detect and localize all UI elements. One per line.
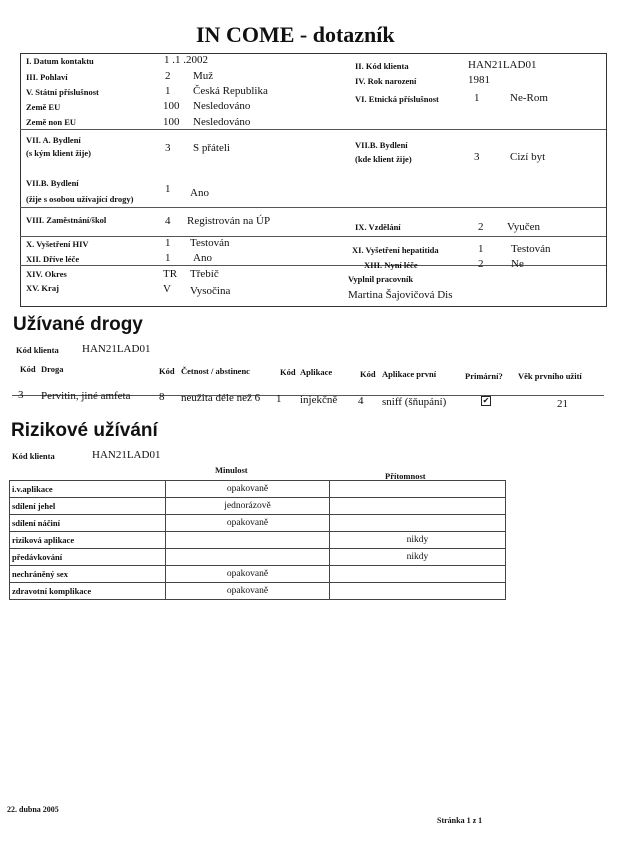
hiv-code: 1 bbox=[165, 237, 171, 249]
divider bbox=[20, 129, 606, 130]
nationality-label: V. Státní příslušnost bbox=[26, 87, 99, 97]
hep-value: Testován bbox=[511, 243, 551, 255]
housing-c-sublabel: (žije s osobou užívající drogy) bbox=[26, 194, 134, 204]
noneu-label: Země non EU bbox=[26, 117, 77, 127]
table-row bbox=[10, 498, 506, 515]
table-row bbox=[10, 515, 506, 532]
risk-label: nechráněný sex bbox=[10, 566, 166, 583]
risk-present bbox=[330, 515, 506, 532]
risk-past bbox=[166, 549, 330, 566]
col-app-code: Kód bbox=[280, 367, 296, 377]
hiv-label: X. Vyšetření HIV bbox=[26, 239, 89, 249]
client-code-label: II. Kód klienta bbox=[355, 61, 409, 71]
eu-code: 100 bbox=[163, 100, 180, 112]
education-value: Vyučen bbox=[507, 221, 540, 233]
risk-present bbox=[330, 498, 506, 515]
table-row bbox=[10, 583, 506, 600]
risk-past: opakovaně bbox=[166, 583, 330, 600]
ethnic-value: Ne-Rom bbox=[510, 92, 548, 104]
education-code: 2 bbox=[478, 221, 484, 233]
district-code: TR bbox=[163, 268, 178, 280]
cur-treat-label: XIII. Nyní léče bbox=[364, 260, 418, 270]
risk-col-past: Minulost bbox=[215, 465, 248, 475]
region-code: V bbox=[163, 283, 171, 295]
eu-value: Nesledováno bbox=[193, 100, 251, 112]
footer-page: Stránka 1 z 1 bbox=[437, 816, 483, 825]
noneu-code: 100 bbox=[163, 116, 180, 128]
housing-c-label: VII.B. Bydlení bbox=[26, 178, 79, 188]
col-drug: Droga bbox=[41, 364, 64, 374]
cur-treat-code: 2 bbox=[478, 258, 484, 270]
page-title: IN COME - dotazník bbox=[196, 22, 395, 47]
drug-first-app: sniff (šňupání) bbox=[382, 396, 447, 408]
gender-code: 2 bbox=[165, 70, 171, 82]
region-label: XV. Kraj bbox=[26, 283, 59, 293]
prev-treat-label: XII. Dříve léče bbox=[26, 254, 80, 264]
drugs-client-label: Kód klienta bbox=[16, 345, 59, 355]
education-label: IX. Vzdělání bbox=[355, 222, 401, 232]
risk-label: sdílení náčiní bbox=[10, 515, 166, 532]
risk-past: opakovaně bbox=[166, 566, 330, 583]
table-row bbox=[10, 481, 506, 498]
drug-freq-code: 8 bbox=[159, 391, 165, 403]
nationality-value: Česká Republika bbox=[193, 85, 268, 97]
employment-code: 4 bbox=[165, 215, 171, 227]
risk-label: sdílení jehel bbox=[10, 498, 166, 515]
employment-label: VIII. Zaměstnání/škol bbox=[26, 215, 107, 225]
risk-past bbox=[166, 532, 330, 549]
district-label: XIV. Okres bbox=[26, 269, 67, 279]
risk-client-label: Kód klienta bbox=[12, 451, 55, 461]
risk-label: předávkování bbox=[10, 549, 166, 566]
table-row bbox=[10, 532, 506, 549]
date-label: I. Datum kontaktu bbox=[26, 56, 94, 66]
risk-present: nikdy bbox=[330, 549, 506, 566]
gender-value: Muž bbox=[193, 70, 214, 82]
housing-c-code: 1 bbox=[165, 183, 171, 195]
risk-table bbox=[9, 480, 506, 600]
hep-code: 1 bbox=[478, 243, 484, 255]
prev-treat-code: 1 bbox=[165, 252, 171, 264]
risk-label: i.v.aplikace bbox=[10, 481, 166, 498]
district-value: Třebíč bbox=[190, 268, 219, 280]
risk-heading: Rizikové užívání bbox=[11, 420, 158, 441]
footer-date: 22. dubna 2005 bbox=[7, 805, 59, 814]
primary-checkbox[interactable]: ✔ bbox=[482, 396, 490, 405]
worker-value: Martina Šajovičová Dis bbox=[348, 289, 453, 301]
housing-b-code: 3 bbox=[474, 151, 480, 163]
drug-code: 3 bbox=[18, 389, 24, 401]
risk-past: opakovaně bbox=[166, 481, 330, 498]
housing-b-label: VII.B. Bydlení bbox=[355, 140, 408, 150]
risk-label: zdravotní komplikace bbox=[10, 583, 166, 600]
col-primary: Primární? bbox=[465, 371, 503, 381]
col-code: Kód bbox=[20, 364, 36, 374]
risk-past: opakovaně bbox=[166, 515, 330, 532]
housing-b-sublabel: (kde klient žije) bbox=[355, 154, 412, 164]
col-first-app-code: Kód bbox=[360, 369, 376, 379]
housing-a-label: VII. A. Bydlení bbox=[26, 135, 81, 145]
risk-label: riziková aplikace bbox=[10, 532, 166, 549]
cur-treat-value: Ne bbox=[511, 258, 524, 270]
drug-app: injekčně bbox=[300, 394, 338, 406]
prev-treat-value: Ano bbox=[193, 252, 212, 264]
housing-a-code: 3 bbox=[165, 142, 171, 154]
divider bbox=[20, 207, 606, 208]
worker-label: Vyplnil pracovník bbox=[348, 274, 414, 284]
drug-freq: neužita déle než 6 bbox=[181, 392, 261, 404]
date-value: 1 .1 .2002 bbox=[164, 54, 208, 66]
divider bbox=[20, 236, 606, 237]
col-app: Aplikace bbox=[300, 367, 333, 377]
risk-client-value: HAN21LAD01 bbox=[92, 449, 161, 461]
drug-first-age: 21 bbox=[557, 398, 568, 410]
housing-c-value: Ano bbox=[190, 187, 209, 199]
col-first-age: Věk prvního užití bbox=[518, 371, 582, 381]
birth-year-value: 1981 bbox=[468, 74, 490, 86]
housing-a-sublabel: (s kým klient žije) bbox=[26, 148, 91, 158]
gender-label: III. Pohlaví bbox=[26, 72, 68, 82]
risk-present bbox=[330, 583, 506, 600]
birth-year-label: IV. Rok narození bbox=[355, 76, 417, 86]
hep-label: XI. Vyšetření hepatitida bbox=[352, 245, 439, 255]
noneu-value: Nesledováno bbox=[193, 116, 251, 128]
drugs-client-value: HAN21LAD01 bbox=[82, 343, 151, 355]
housing-b-value: Cizí byt bbox=[510, 151, 546, 163]
col-first-app: Aplikace první bbox=[382, 369, 437, 379]
housing-a-value: S přáteli bbox=[193, 142, 230, 154]
table-row bbox=[10, 566, 506, 583]
ethnic-code: 1 bbox=[474, 92, 480, 104]
risk-present: nikdy bbox=[330, 532, 506, 549]
drugs-heading: Užívané drogy bbox=[13, 314, 143, 335]
risk-past: jednorázově bbox=[166, 498, 330, 515]
drug-app-code: 1 bbox=[276, 393, 282, 405]
drug-first-app-code: 4 bbox=[358, 395, 364, 407]
risk-present bbox=[330, 566, 506, 583]
ethnic-label: VI. Etnická příslušnost bbox=[355, 94, 439, 104]
risk-present bbox=[330, 481, 506, 498]
employment-value: Registrován na ÚP bbox=[187, 215, 271, 227]
hiv-value: Testován bbox=[190, 237, 230, 249]
col-freq: Četnost / abstinenc bbox=[181, 366, 250, 376]
eu-label: Země EU bbox=[26, 102, 61, 112]
client-code-value: HAN21LAD01 bbox=[468, 59, 537, 71]
nationality-code: 1 bbox=[165, 85, 171, 97]
risk-col-present: Přítomnost bbox=[385, 471, 426, 481]
col-freq-code: Kód bbox=[159, 366, 175, 376]
region-value: Vysočina bbox=[190, 285, 231, 297]
table-row bbox=[10, 549, 506, 566]
drug-name: Pervitin, jiné amfeta bbox=[41, 390, 131, 402]
